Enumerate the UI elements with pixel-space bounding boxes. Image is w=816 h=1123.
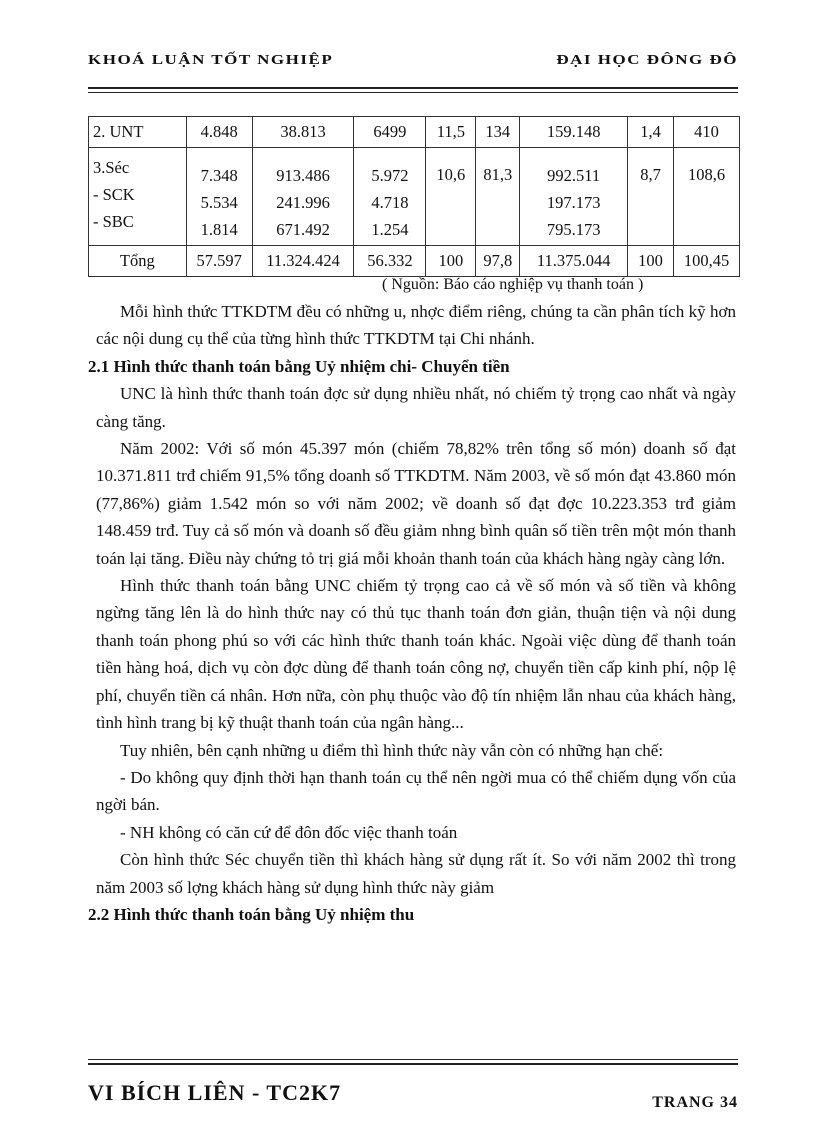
table-cell xyxy=(252,148,354,246)
row-label: 3.Séc xyxy=(93,158,130,177)
table-cell: 108,6 xyxy=(674,148,740,246)
table-row-unt xyxy=(89,117,740,148)
table-cell: 6499 xyxy=(354,117,426,148)
cell-value: 795.173 xyxy=(546,220,601,239)
table-row-sec xyxy=(89,148,740,246)
row-label-stack xyxy=(89,148,187,246)
table-cell: 57.597 xyxy=(186,246,252,277)
section-heading: 2.2 Hình thức thanh toán bằng Uỷ nhiệm thu xyxy=(88,904,415,924)
row-label: - SCK xyxy=(93,185,135,204)
row-label: - SBC xyxy=(93,212,134,231)
footer-rule-thick xyxy=(88,1063,738,1065)
payment-stats-table xyxy=(88,116,740,277)
paragraph: Tuy nhiên, bên cạnh những u điểm thì hình thức này vẫn còn có những hạn chế: xyxy=(120,740,664,760)
cell-value: 1.254 xyxy=(371,220,409,239)
cell-value: 7.348 xyxy=(200,166,238,185)
header-school: ĐẠI HỌC ĐÔNG ĐÔ xyxy=(556,52,738,68)
table-cell: 134 xyxy=(476,117,520,148)
table-cell xyxy=(354,148,426,246)
cell-value: 5.972 xyxy=(371,166,409,185)
row-label: 2. UNT xyxy=(89,117,187,148)
table-cell: 81,3 xyxy=(476,148,520,246)
section-heading: 2.1 Hình thức thanh toán bằng Uỷ nhiệm chi- Chuyển tiền xyxy=(88,356,510,376)
cell-value: 197.173 xyxy=(546,193,601,212)
paragraph: Hình thức thanh toán bằng UNC chiếm tỷ trọng cao cả về số món và số tiền và không ngừng tăng lên là do hình thức nay có thủ tục thanh toán đơn giản, thuận tiện và nội dung thanh toán phong phú so với các hình thức thanh toán khác. Ngoài việc dùng để thanh toán tiền hàng hoá, dịch vụ còn đợc dùng để thanh toán công nợ, chuyển tiền cấp kinh phí, nộp lệ phí, chuyển tiền cá nhân. Hơn nữa, còn phụ thuộc vào độ tín nhiệm lẫn nhau của khách hàng, tình hình trang bị kỹ thuật thanh toán của ngân hàng... xyxy=(96,576,736,733)
table-cell: 100 xyxy=(426,246,476,277)
header-rule-thin xyxy=(88,92,738,93)
table-cell: 56.332 xyxy=(354,246,426,277)
paragraph: UNC là hình thức thanh toán đợc sử dụng nhiều nhất, nó chiếm tỷ trọng cao nhất và ngày càng tăng. xyxy=(96,384,736,431)
cell-value: 4.718 xyxy=(371,193,409,212)
table-cell: 410 xyxy=(674,117,740,148)
row-label: Tổng xyxy=(89,246,187,277)
table-row-total xyxy=(89,246,740,277)
table-cell: 97,8 xyxy=(476,246,520,277)
cell-value: 1.814 xyxy=(200,220,238,239)
table-cell: 10,6 xyxy=(426,148,476,246)
page-number: TRANG 34 xyxy=(652,1094,738,1111)
header-rule-thick xyxy=(88,87,738,89)
table-cell: 11.375.044 xyxy=(520,246,628,277)
cell-value: 671.492 xyxy=(276,220,330,239)
paragraph: Mỗi hình thức TTKDTM đều có những u, nhợc điểm riêng, chúng ta cần phân tích kỹ hơn các nội dung cụ thể của từng hình thức TTKDTM tại Chi nhánh. xyxy=(96,302,736,349)
cell-value: 241.996 xyxy=(276,193,330,212)
cell-value: 913.486 xyxy=(276,166,330,185)
table-source-note: ( Nguồn: Báo cáo nghiệp vụ thanh toán ) xyxy=(382,276,644,293)
cell-value: 992.511 xyxy=(547,166,601,185)
paragraph: - NH không có căn cứ để đôn đốc việc thanh toán xyxy=(120,822,458,842)
table-cell: 159.148 xyxy=(520,117,628,148)
table-cell: 11.324.424 xyxy=(252,246,354,277)
table-cell xyxy=(520,148,628,246)
table-cell: 100,45 xyxy=(674,246,740,277)
table-cell: 11,5 xyxy=(426,117,476,148)
table-cell: 8,7 xyxy=(628,148,674,246)
table-cell xyxy=(186,148,252,246)
header-title: KHOÁ LUẬN TỐT NGHIỆP xyxy=(88,52,334,68)
footer-rule-thin xyxy=(88,1059,738,1060)
paragraph: Năm 2002: Với số món 45.397 món (chiếm 78,82% trên tổng số món) doanh số đạt 10.371.811 trđ chiếm 91,5% tổng doanh số TTKDTM. Năm 2003, về số món đạt 43.860 món (77,86%) giảm 1.542 món so với năm 2002; về doanh số đạt đợc 10.223.353 trđ giảm 148.459 trđ. Tuy cả số món và doanh số đều giảm nhng bình quân số tiền trên một món thanh toán lại tăng. Điều này chứng tỏ trị giá mỗi khoản thanh toán của khách hàng ngày càng lớn. xyxy=(96,439,736,568)
table-cell: 1,4 xyxy=(628,117,674,148)
paragraph: Còn hình thức Séc chuyển tiền thì khách hàng sử dụng rất ít. So với năm 2002 thì trong năm 2003 số lợng khách hàng sử dụng hình thức này giảm xyxy=(96,850,736,897)
cell-value: 5.534 xyxy=(200,193,238,212)
body-text xyxy=(88,298,736,928)
table-cell: 4.848 xyxy=(186,117,252,148)
footer-author: VI BÍCH LIÊN - TC2K7 xyxy=(88,1080,342,1105)
paragraph: - Do không quy định thời hạn thanh toán cụ thể nên ngời mua có thể chiếm dụng vốn của ngời bán. xyxy=(96,767,736,815)
table-cell: 38.813 xyxy=(252,117,354,148)
table-cell: 100 xyxy=(628,246,674,277)
